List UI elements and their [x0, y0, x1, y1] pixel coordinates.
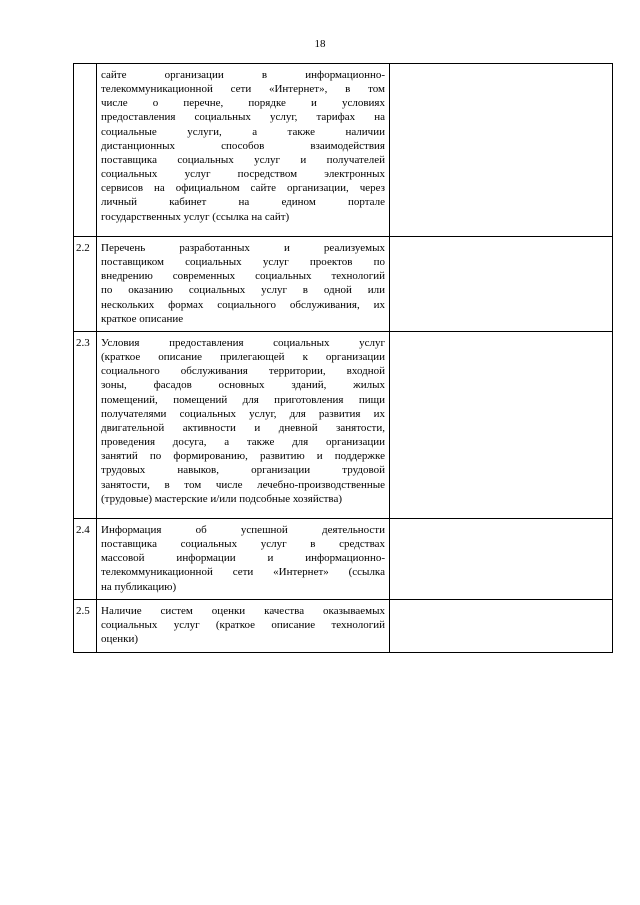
row-number — [74, 64, 97, 237]
criterion-description — [97, 519, 390, 600]
description-line: массовой информации и информационно- — [101, 552, 385, 565]
description-line: по оказанию социальных услуг в одной или — [101, 284, 385, 297]
table-row — [74, 237, 613, 332]
criteria-table — [73, 63, 613, 653]
description-line: телекоммуникационной сети «Интернет» (ссылка — [101, 566, 385, 579]
criterion-description — [97, 64, 390, 237]
description-line: Наличие систем оценки качества оказываемых — [101, 605, 385, 617]
value-cell — [390, 519, 613, 600]
value-cell — [390, 237, 613, 332]
description-line: (трудовые) мастерские и/или подсобные хозяйства) — [101, 492, 342, 505]
description-line: Информация об успешной деятельности — [101, 524, 385, 536]
description-line: телекоммуникационной сети «Интернет», в том — [101, 83, 385, 96]
description-line: поставщика социальных услуг в средствах — [101, 538, 385, 551]
description-line: поставщика социальных услуг и получателей — [101, 153, 385, 166]
criterion-description — [97, 332, 390, 519]
description-line: оценки) — [101, 633, 139, 646]
value-cell — [390, 600, 613, 653]
description-line: государственных услуг (ссылка на сайт) — [101, 210, 290, 223]
description-line: помещений, помещений для приготовления пищи — [101, 393, 385, 406]
description-line: социальных услуг (краткое описание технологий — [101, 619, 385, 632]
description-line: предоставления социальных услуг, тарифах на — [101, 111, 385, 124]
description-line: социальные услуги, а также наличии — [101, 125, 385, 138]
description-line: сервисов на официальном сайте организации, через — [101, 182, 385, 195]
description-line: двигательной активности и дневной занятости, — [101, 421, 385, 434]
criterion-description — [97, 600, 390, 653]
description-line: дистанционных способов взаимодействия — [101, 139, 385, 152]
description-line: занятий по формированию, развитию и поддержке — [101, 450, 385, 463]
description-line: нескольких формах социального обслуживания, их — [101, 298, 385, 311]
description-line: Перечень разработанных и реализуемых — [101, 242, 385, 254]
description-line: занятости, в том числе лечебно-производственные — [101, 478, 385, 491]
description-line: социальных услуг посредством электронных — [101, 168, 385, 181]
criterion-description — [97, 237, 390, 332]
criteria-table-body — [74, 64, 613, 653]
table-row — [74, 600, 613, 653]
description-line: числе о перечне, порядке и условиях — [101, 97, 385, 110]
description-line: личный кабинет на едином портале — [101, 196, 385, 209]
description-line: Условия предоставления социальных услуг — [101, 337, 385, 349]
description-line: зоны, фасадов основных зданий, жилых — [101, 379, 385, 392]
row-number: 2.2 — [74, 237, 97, 332]
table-row — [74, 519, 613, 600]
description-line: поставщиком социальных услуг проектов по — [101, 256, 385, 269]
table-row — [74, 332, 613, 519]
row-number: 2.4 — [74, 519, 97, 600]
description-line: социального обслуживания территории, входной — [101, 365, 385, 378]
row-number: 2.3 — [74, 332, 97, 519]
description-line: получателями социальных услуг, для развития их — [101, 407, 385, 420]
description-line: сайте организации в информационно- — [101, 69, 385, 81]
description-line: на публикацию) — [101, 580, 177, 593]
row-number: 2.5 — [74, 600, 97, 653]
table-row — [74, 64, 613, 237]
description-line: (краткое описание прилегающей к организации — [101, 351, 385, 364]
value-cell — [390, 64, 613, 237]
value-cell — [390, 332, 613, 519]
page-number: 18 — [314, 38, 326, 50]
description-line: трудовых навыков, организации трудовой — [101, 464, 385, 477]
description-line: проведения досуга, а также для организации — [101, 436, 385, 449]
description-line: внедрению современных социальных технологий — [101, 270, 385, 283]
description-line: краткое описание — [101, 312, 184, 325]
